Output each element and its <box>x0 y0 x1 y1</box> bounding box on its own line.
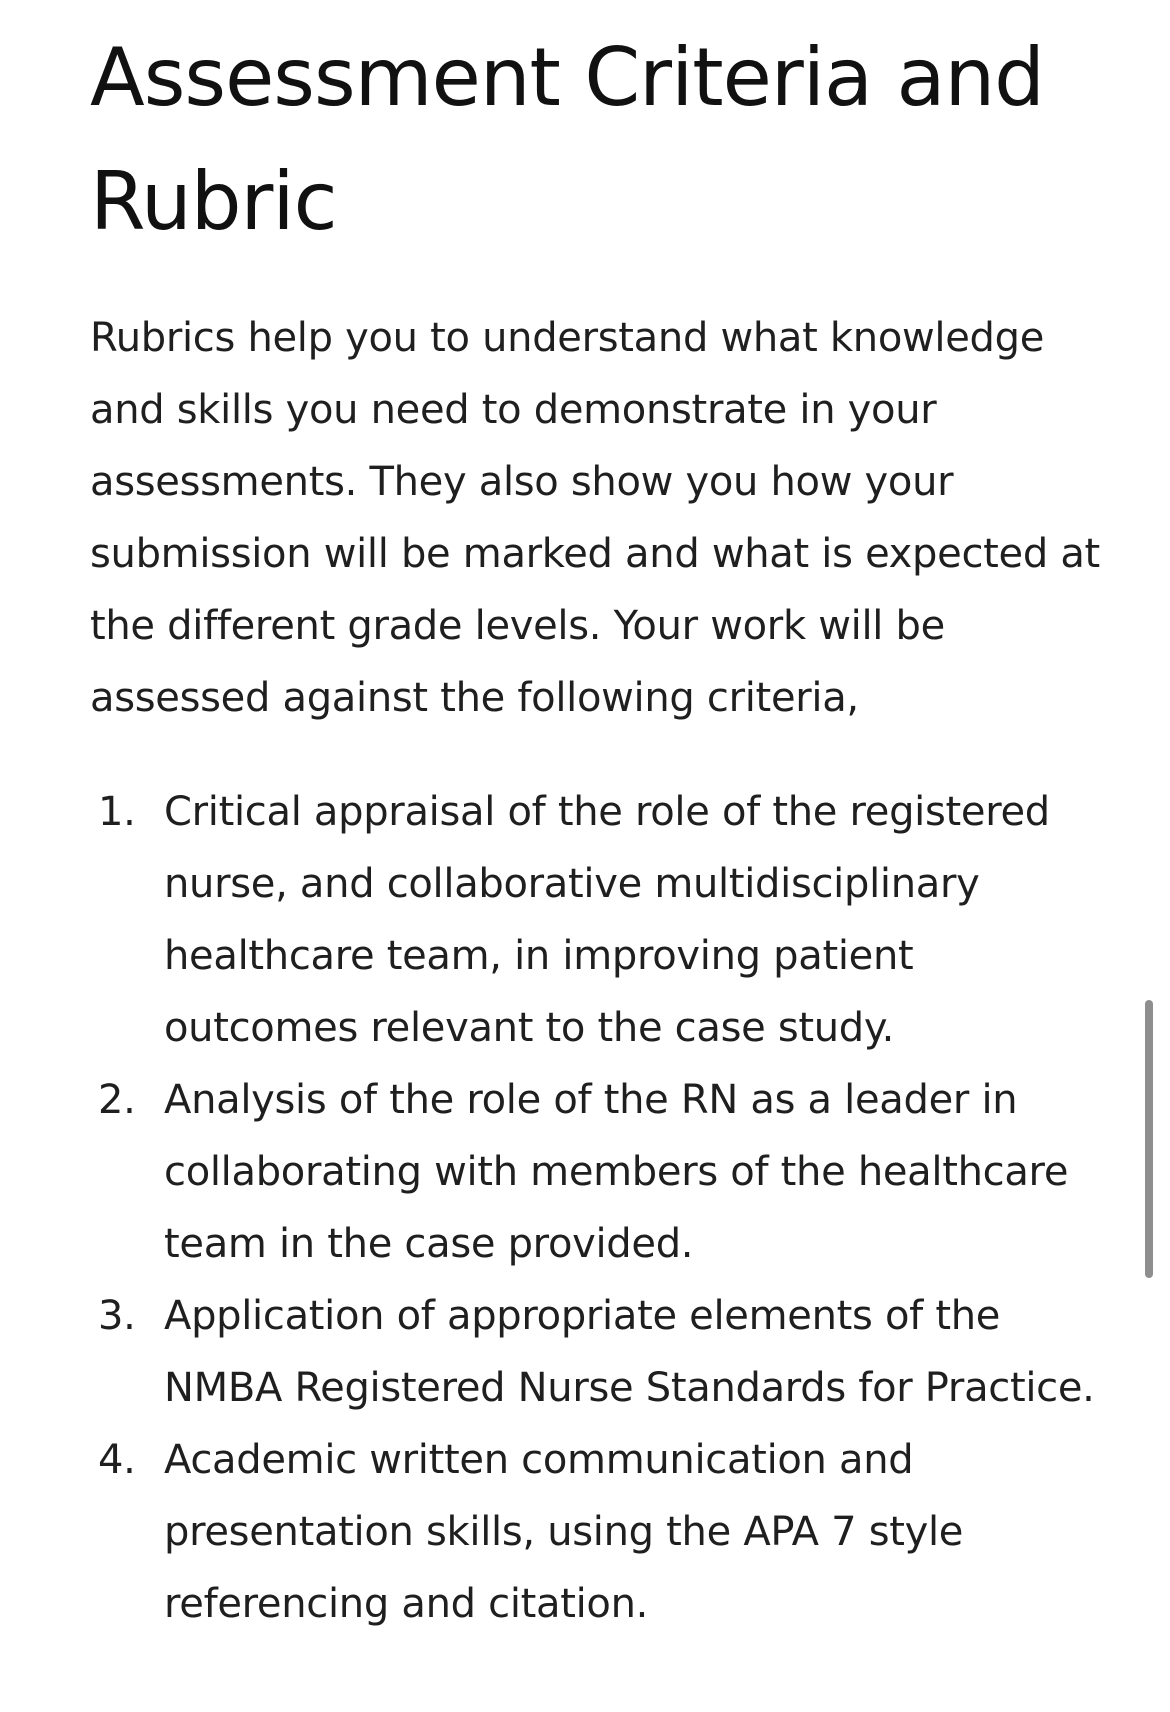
criteria-number: 2. <box>98 1077 136 1123</box>
criteria-text: Academic written communication and presentation skills, using the APA 7 style referencing and citation. <box>164 1437 964 1627</box>
criteria-text: Application of appropriate elements of the NMBA Registered Nurse Standards for Practice. <box>164 1293 1095 1411</box>
criteria-item-3 <box>90 1280 1110 1424</box>
vertical-scrollbar[interactable] <box>1145 1000 1153 1278</box>
criteria-item-4 <box>90 1424 1110 1640</box>
criteria-number: 1. <box>98 789 136 835</box>
content-area <box>90 0 1110 1640</box>
criteria-item-1 <box>90 776 1110 1064</box>
criteria-text: Critical appraisal of the role of the registered nurse, and collaborative multidisciplinary healthcare team, in improving patient outcomes relevant to the case study. <box>164 789 1050 1051</box>
criteria-number: 4. <box>98 1437 136 1483</box>
criteria-text: Analysis of the role of the RN as a leader in collaborating with members of the healthcare team in the case provided. <box>164 1077 1069 1267</box>
criteria-item-2 <box>90 1064 1110 1280</box>
intro-paragraph: Rubrics help you to understand what knowledge and skills you need to demonstrate in your assessments. They also show you how your submission will be marked and what is expected at the different grade levels. Your work will be assessed against the following criteria, <box>90 315 1100 721</box>
page-title: Assessment Criteria and Rubric <box>90 31 1044 248</box>
criteria-number: 3. <box>98 1293 136 1339</box>
criteria-list <box>90 776 1110 1640</box>
